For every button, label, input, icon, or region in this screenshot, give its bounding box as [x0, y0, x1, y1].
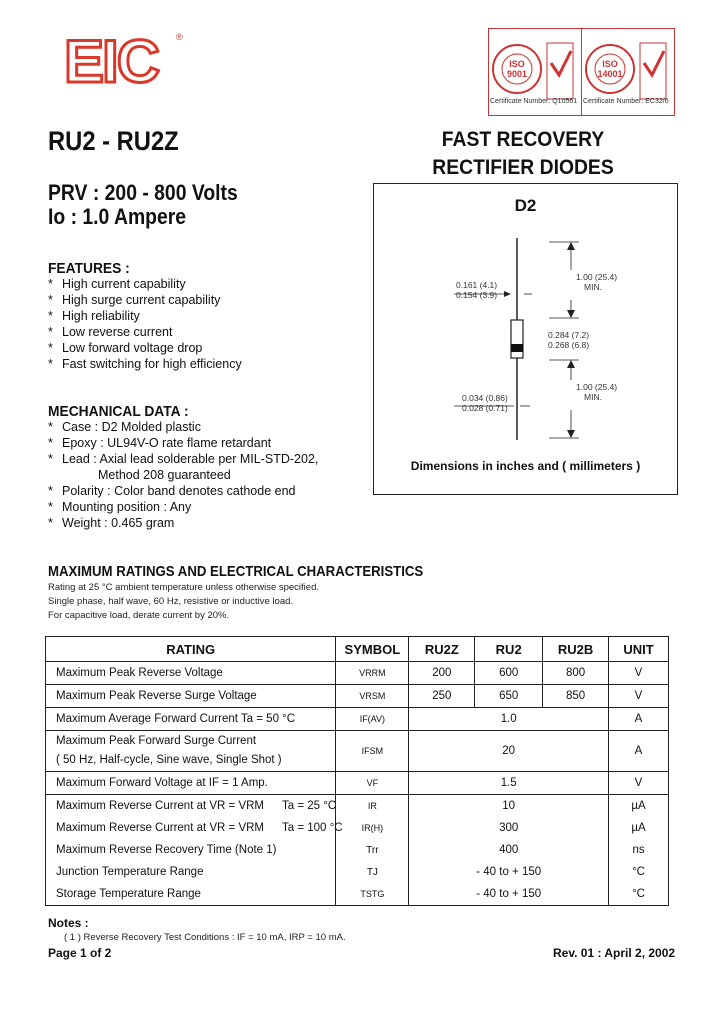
col-ru2z: RU2Z — [409, 637, 475, 662]
table-row: Maximum Peak Forward Surge Current ( 50 Hz, Half-cycle, Sine wave, Single Shot ) IFSM 20 A — [46, 731, 669, 772]
feature-item: * High reliability — [48, 309, 140, 323]
table-row: Junction Temperature Range TJ - 40 to + 150 °C — [46, 861, 669, 883]
svg-text:ISO: ISO — [509, 59, 525, 69]
ratings-table — [45, 636, 669, 906]
feature-item: * Low reverse current — [48, 325, 173, 339]
feature-item: * High surge current capability — [48, 293, 221, 307]
io-rating: Io : 1.0 Ampere — [48, 204, 187, 229]
mech-item: * Epoxy : UL94V-O rate flame retardant — [48, 436, 272, 450]
ratings-note: Single phase, half wave, 60 Hz, resistive or inductive load. — [48, 596, 294, 607]
notes-heading: Notes : — [48, 916, 89, 930]
ratings-heading: MAXIMUM RATINGS AND ELECTRICAL CHARACTERISTICS — [48, 563, 424, 580]
table-row: Maximum Reverse Current at VR = VRM Ta = 100 °C IR(H) 300 µA — [46, 817, 669, 839]
mech-item: * Polarity : Color band denotes cathode end — [48, 484, 296, 498]
package-name: D2 — [514, 196, 537, 215]
table-row: Maximum Forward Voltage at IF = 1 Amp. VF 1.5 V — [46, 772, 669, 795]
diode-drawing — [374, 184, 677, 494]
svg-text:14001: 14001 — [597, 69, 623, 79]
dim-top-lead: 1.00 (25.4) MIN. — [576, 272, 618, 292]
features-heading: FEATURES : — [48, 260, 130, 277]
cert1-caption: Certificate Number: Q10561 — [490, 98, 578, 105]
table-header-row — [46, 637, 669, 662]
table-row: Maximum Average Forward Current Ta = 50 °C IF(AV) 1.0 A — [46, 708, 669, 731]
dim-bot-lead: 1.00 (25.4) MIN. — [576, 382, 618, 402]
table-row: Maximum Reverse Recovery Time (Note 1) Trr 400 ns — [46, 839, 669, 861]
feature-item: * High current capability — [48, 277, 186, 291]
product-type-line2: RECTIFIER DIODES — [432, 156, 614, 179]
mech-item-cont: Method 208 guaranteed — [98, 468, 231, 482]
col-ru2b: RU2B — [543, 637, 609, 662]
table-row: Storage Temperature Range TSTG - 40 to + 150 °C — [46, 883, 669, 906]
col-unit: UNIT — [609, 637, 669, 662]
dim-body-dia: 0.161 (4.1) 0.154 (3.9) — [456, 280, 498, 300]
product-type-line1: FAST RECOVERY — [441, 128, 605, 151]
col-rating: RATING — [46, 637, 336, 662]
mech-item: * Case : D2 Molded plastic — [48, 420, 201, 434]
package-diagram — [373, 183, 678, 495]
cert2-caption: Certificate Number: EC32/6 — [583, 98, 669, 105]
revision: Rev. 01 : April 2, 2002 — [553, 946, 676, 960]
dim-lead-dia: 0.034 (0.86) 0.028 (0.71) — [462, 393, 508, 413]
col-symbol: SYMBOL — [336, 637, 409, 662]
mech-item: * Lead : Axial lead solderable per MIL-STD-202, — [48, 452, 319, 466]
dim-body-len: 0.284 (7.2) 0.268 (6.8) — [548, 330, 590, 350]
registered-mark: ® — [176, 32, 183, 42]
col-ru2: RU2 — [475, 637, 543, 662]
table-row: Maximum Peak Reverse Surge Voltage VRSM 250 650 850 V — [46, 685, 669, 708]
diagram-caption: Dimensions in inches and ( millimeters ) — [410, 459, 641, 473]
svg-text:ISO: ISO — [602, 59, 618, 69]
mechanical-heading: MECHANICAL DATA : — [48, 403, 189, 420]
table-row: Maximum Peak Reverse Voltage VRRM 200 600 800 V — [46, 662, 669, 685]
ratings-note: Rating at 25 °C ambient temperature unless otherwise specified. — [48, 582, 319, 593]
ratings-note: For capacitive load, derate current by 20%. — [48, 610, 230, 621]
note-1: ( 1 ) Reverse Recovery Test Conditions : IF = 10 mA, IRP = 10 mA. — [64, 932, 346, 943]
page-number: Page 1 of 2 — [48, 946, 112, 960]
feature-item: * Fast switching for high efficiency — [48, 357, 242, 371]
feature-item: * Low forward voltage drop — [48, 341, 203, 355]
logo-text: EIC — [64, 30, 159, 92]
svg-text:9001: 9001 — [506, 69, 528, 79]
product-title: RU2 - RU2Z — [48, 126, 179, 156]
mech-item: * Mounting position : Any — [48, 500, 192, 514]
mech-item: * Weight : 0.465 gram — [48, 516, 175, 530]
prv-rating: PRV : 200 - 800 Volts — [48, 180, 238, 205]
table-row: Maximum Reverse Current at VR = VRM Ta = 25 °C IR 10 µA — [46, 795, 669, 818]
eic-logo — [64, 30, 188, 92]
